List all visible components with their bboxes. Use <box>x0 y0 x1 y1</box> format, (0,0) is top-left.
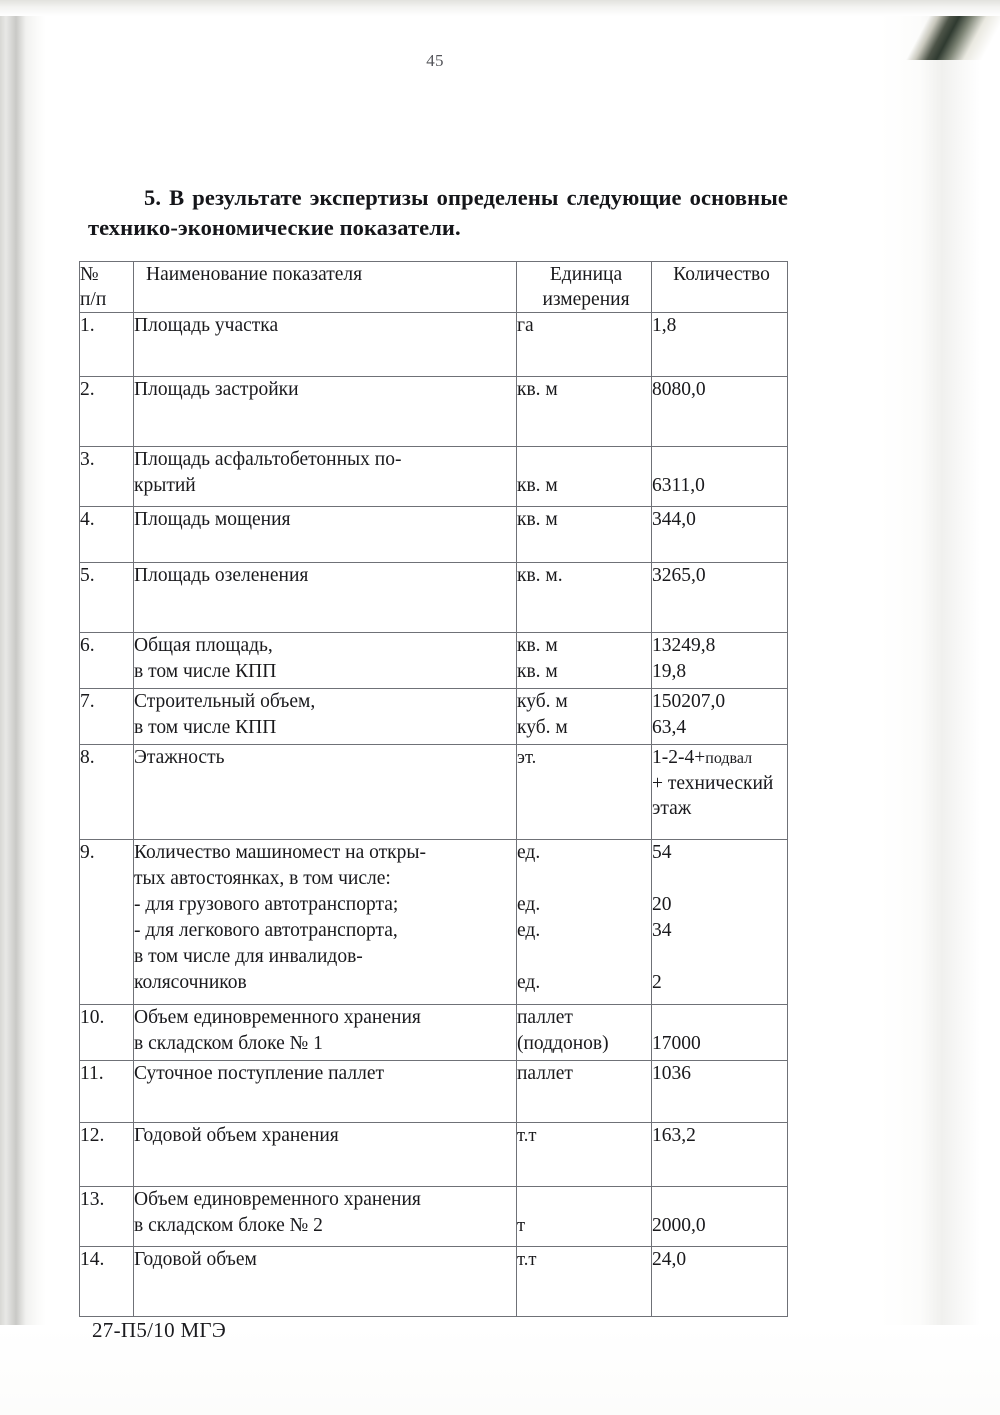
unit-line: т <box>517 1216 526 1236</box>
value-floor-prefix: 1-2-4+ <box>652 747 706 768</box>
row-value <box>652 507 788 563</box>
value-line: 19,8 <box>652 661 687 682</box>
row-number: 1. <box>80 313 134 377</box>
value-line: 344,0 <box>652 509 696 530</box>
unit-line: га <box>517 315 534 336</box>
unit-line: кв. м <box>517 475 558 496</box>
value-line: 2000,0 <box>652 1215 706 1236</box>
row-number: 11. <box>80 1061 134 1123</box>
row-number: 3. <box>80 447 134 507</box>
row-indicator-name <box>134 1187 517 1247</box>
row-value <box>652 563 788 633</box>
unit-spacer <box>517 944 651 970</box>
table-row <box>80 689 788 745</box>
header-quantity-label: Количество <box>673 264 770 285</box>
row-value <box>652 1123 788 1187</box>
name-line: Объем единовременного хранения <box>134 1007 421 1028</box>
row-indicator-name <box>134 1005 517 1061</box>
table-row <box>80 313 788 377</box>
row-value <box>652 1005 788 1061</box>
table-row <box>80 507 788 563</box>
value-line-floors <box>652 745 787 771</box>
table-row <box>80 1123 788 1187</box>
row-indicator-name <box>134 840 517 1005</box>
value-line: 34 <box>652 920 672 941</box>
row-unit <box>517 633 652 689</box>
row-unit <box>517 1187 652 1247</box>
row-value <box>652 1187 788 1247</box>
value-line: 150207,0 <box>652 691 726 712</box>
row-unit <box>517 689 652 745</box>
unit-line: куб. м <box>517 691 568 712</box>
page-number: 45 <box>426 51 444 70</box>
header-cell-quantity <box>652 262 788 313</box>
row-number: 12. <box>80 1123 134 1187</box>
row-unit <box>517 377 652 447</box>
value-spacer <box>652 944 787 970</box>
row-number: 13. <box>80 1187 134 1247</box>
name-line: Площадь асфальтобетонных по- <box>134 449 402 470</box>
row-unit <box>517 563 652 633</box>
section-heading: 5. В результате экспертизы определены следующие основные технико-экономические показатели. <box>88 184 788 240</box>
name-line: крытий <box>134 475 196 496</box>
row-number: 14. <box>80 1247 134 1317</box>
row-indicator-name <box>134 1247 517 1317</box>
table-row <box>80 1247 788 1317</box>
header-unit-line1: Единица <box>549 264 623 285</box>
name-line: тых автостоянках, в том числе: <box>134 868 391 889</box>
row-value <box>652 633 788 689</box>
value-spacer <box>652 866 787 892</box>
row-indicator-name <box>134 1061 517 1123</box>
header-unit-line2: измерения <box>542 289 630 310</box>
unit-line: ед. <box>517 894 541 915</box>
unit-line: т.т <box>517 1126 537 1146</box>
name-line: Годовой объем хранения <box>134 1125 339 1146</box>
value-line: 54 <box>652 842 672 863</box>
name-line: Общая площадь, <box>134 635 273 656</box>
unit-line: кв. м <box>517 379 558 400</box>
value-line: 8080,0 <box>652 379 706 400</box>
table-row <box>80 377 788 447</box>
name-line: Количество машиномест на откры- <box>134 842 426 863</box>
value-line: 63,4 <box>652 717 687 738</box>
row-indicator-name <box>134 563 517 633</box>
row-unit <box>517 745 652 840</box>
row-unit <box>517 1061 652 1123</box>
unit-line: куб. м <box>517 717 568 738</box>
name-line: в том числе КПП <box>134 717 277 738</box>
name-line: Годовой объем <box>134 1249 257 1270</box>
row-value <box>652 745 788 840</box>
row-value <box>652 447 788 507</box>
name-line: - для легкового автотранспорта, <box>134 920 398 941</box>
row-indicator-name <box>134 313 517 377</box>
value-line: 1,8 <box>652 315 677 336</box>
value-line: 1036 <box>652 1063 691 1084</box>
row-indicator-name <box>134 1123 517 1187</box>
name-line: колясочников <box>134 972 247 993</box>
row-unit <box>517 1123 652 1187</box>
table-row <box>80 840 788 1005</box>
row-unit <box>517 447 652 507</box>
unit-line: ед. <box>517 920 541 941</box>
name-line: Площадь застройки <box>134 379 299 400</box>
row-indicator-name <box>134 507 517 563</box>
row-indicator-name <box>134 447 517 507</box>
table-header-row <box>80 262 788 313</box>
unit-line: кв. м <box>517 661 558 682</box>
header-cell-name <box>134 262 517 313</box>
value-line: 2 <box>652 972 662 993</box>
unit-line: (поддонов) <box>517 1033 609 1054</box>
name-line: Объем единовременного хранения <box>134 1189 421 1210</box>
unit-line: т.т <box>517 1250 537 1270</box>
value-line: 6311,0 <box>652 475 705 496</box>
unit-line: эт. <box>517 748 537 768</box>
table-body <box>80 313 788 1317</box>
table-row <box>80 1061 788 1123</box>
table-row <box>80 447 788 507</box>
unit-line: кв. м <box>517 509 558 530</box>
name-line: Площадь участка <box>134 315 279 336</box>
document-reference-code: 27-П5/10 МГЭ <box>92 1318 227 1342</box>
value-line: 163,2 <box>652 1125 696 1146</box>
table-header <box>80 262 788 313</box>
row-number: 5. <box>80 563 134 633</box>
name-line: Суточное поступление паллет <box>134 1063 385 1084</box>
name-line: Строительный объем, <box>134 691 316 712</box>
table-row <box>80 633 788 689</box>
row-unit <box>517 313 652 377</box>
table-row <box>80 1187 788 1247</box>
table-row <box>80 1005 788 1061</box>
row-number: 2. <box>80 377 134 447</box>
row-value <box>652 377 788 447</box>
row-indicator-name <box>134 745 517 840</box>
row-unit <box>517 840 652 1005</box>
value-basement-label: подвал <box>705 750 753 767</box>
row-unit <box>517 1247 652 1317</box>
row-number: 9. <box>80 840 134 1005</box>
row-value <box>652 1061 788 1123</box>
name-line: Площадь озеленения <box>134 565 309 586</box>
name-line: в складском блоке № 1 <box>134 1033 323 1054</box>
value-line: 24,0 <box>652 1249 687 1270</box>
name-line: в складском блоке № 2 <box>134 1215 323 1236</box>
row-unit <box>517 1005 652 1061</box>
row-indicator-name <box>134 633 517 689</box>
unit-line: ед. <box>517 842 541 863</box>
value-line: 3265,0 <box>652 565 706 586</box>
table-row <box>80 745 788 840</box>
name-line: в том числе КПП <box>134 661 277 682</box>
name-line: Этажность <box>134 747 225 768</box>
row-indicator-name <box>134 377 517 447</box>
row-number: 8. <box>80 745 134 840</box>
row-number: 6. <box>80 633 134 689</box>
row-number: 7. <box>80 689 134 745</box>
technical-economic-indicators-table <box>79 261 788 1317</box>
row-value <box>652 1247 788 1317</box>
value-line: этаж <box>652 798 692 819</box>
value-line: 13249,8 <box>652 635 716 656</box>
unit-line: паллет <box>517 1063 573 1084</box>
name-line: Площадь мощения <box>134 509 291 530</box>
value-line: 17000 <box>652 1033 701 1054</box>
unit-line: кв. м <box>517 635 558 656</box>
value-line: 20 <box>652 894 672 915</box>
unit-line: паллет <box>517 1007 573 1028</box>
row-value <box>652 689 788 745</box>
header-cell-number <box>80 262 134 313</box>
name-line: - для грузового автотранспорта; <box>134 894 399 915</box>
row-number: 4. <box>80 507 134 563</box>
unit-line: ед. <box>517 972 541 993</box>
row-unit <box>517 507 652 563</box>
unit-spacer <box>517 866 651 892</box>
header-number-line1: № <box>80 264 99 285</box>
row-indicator-name <box>134 689 517 745</box>
value-line: + технический <box>652 773 774 794</box>
row-value <box>652 840 788 1005</box>
name-line: в том числе для инвалидов- <box>134 946 363 967</box>
unit-line: кв. м. <box>517 565 563 586</box>
header-cell-unit <box>517 262 652 313</box>
header-number-line2: п/п <box>80 289 107 310</box>
header-name-label: Наименование показателя <box>146 264 363 285</box>
row-number: 10. <box>80 1005 134 1061</box>
row-value <box>652 313 788 377</box>
table-row <box>80 563 788 633</box>
